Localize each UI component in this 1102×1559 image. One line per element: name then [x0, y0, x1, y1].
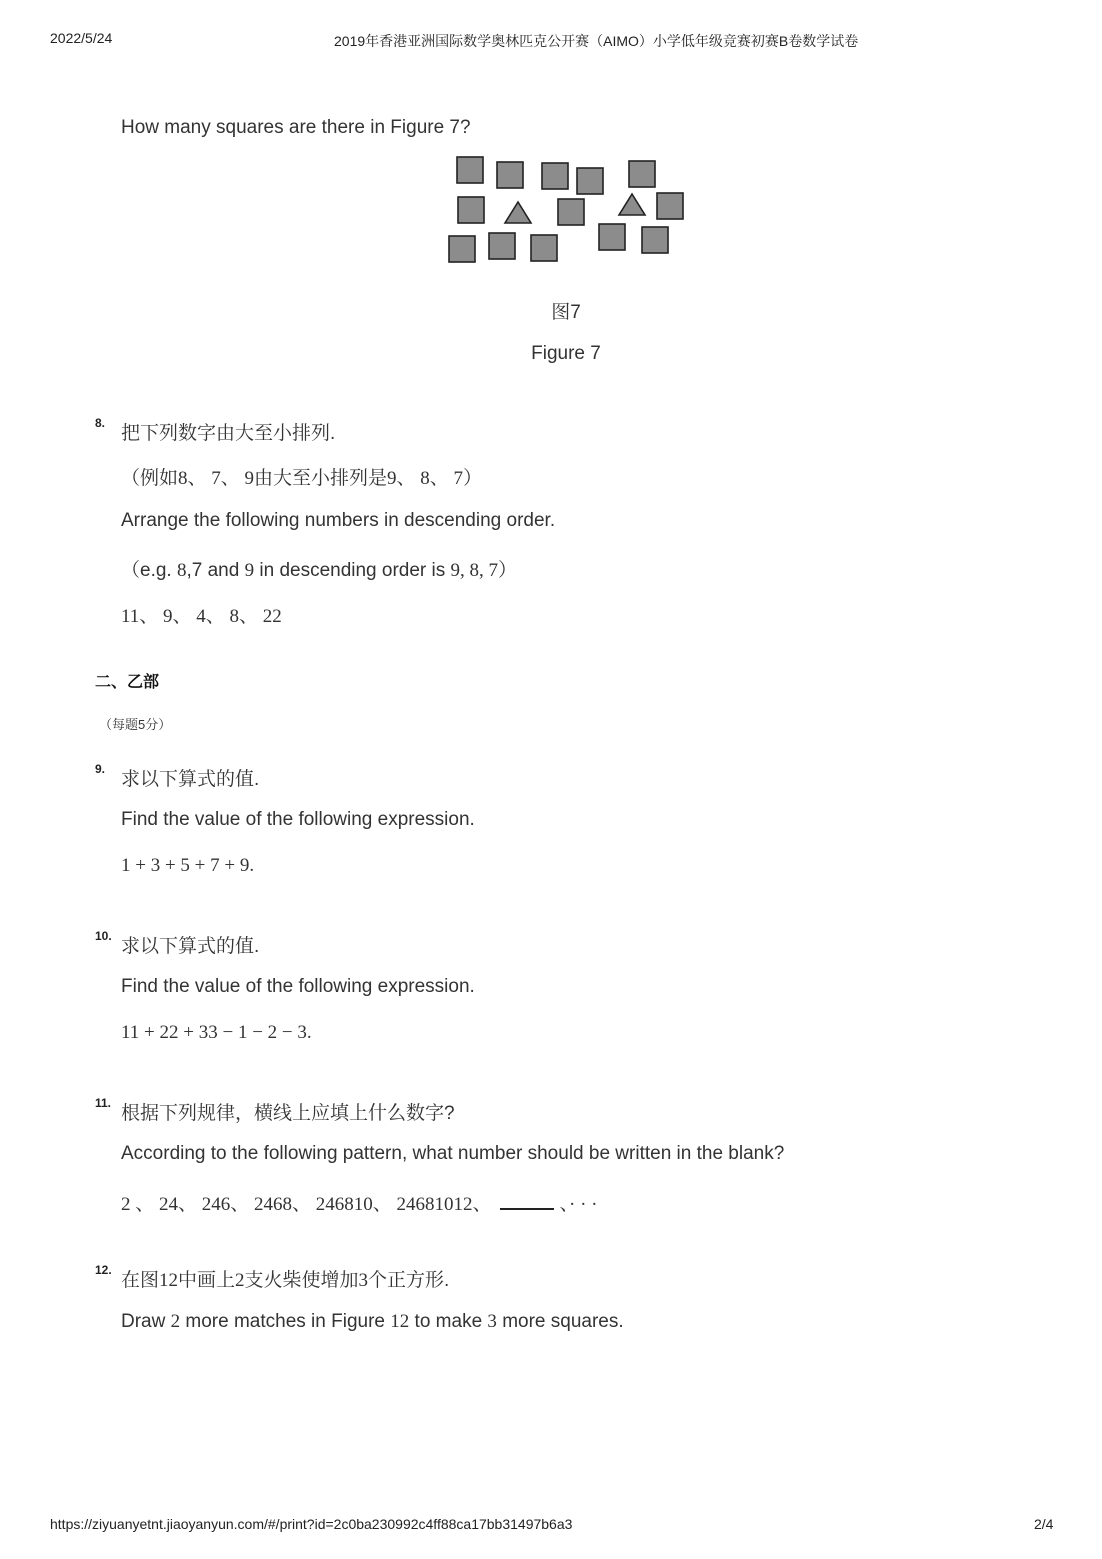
page-title: 2019年香港亚洲国际数学奥林匹克公开赛（AIMO）小学低年级竞赛初赛B卷数学试卷	[334, 33, 859, 49]
figure-square	[577, 168, 603, 194]
figure-square	[457, 157, 483, 183]
q11-sequence: 2 、 24、 246、 2468、 246810、 24681012、 、· · ·	[121, 1194, 598, 1215]
figure-square	[558, 199, 584, 225]
footer-url: https://ziyuanyetnt.jiaoyanyun.com/#/print?id=2c0ba230992c4ff88ca17bb31497b6a3	[50, 1516, 573, 1532]
figure-7-caption-en: Figure 7	[531, 343, 601, 364]
answer-blank	[500, 1206, 554, 1210]
figure-square	[449, 236, 475, 262]
print-date: 2022/5/24	[50, 30, 113, 46]
page-number: 2/4	[1034, 1516, 1054, 1532]
figure-triangle	[619, 194, 645, 215]
figure-square	[458, 197, 484, 223]
q7-question: How many squares are there in Figure 7?	[121, 117, 471, 138]
q8-text-cn: 把下列数字由大至小排列.	[121, 423, 336, 444]
q11-text-en: According to the following pattern, what number should be written in the blank?	[121, 1143, 785, 1164]
q10-expression: 11 + 22 + 33 − 1 − 2 − 3.	[121, 1022, 312, 1043]
figure-square	[629, 161, 655, 187]
q10-text-en: Find the value of the following expression.	[121, 976, 475, 997]
figure-square	[599, 224, 625, 250]
q8-text-en: Arrange the following numbers in descending order.	[121, 510, 556, 531]
q9-text-cn: 求以下算式的值.	[121, 769, 260, 790]
q11-text-cn: 根据下列规律，横线上应填上什么数字?	[121, 1103, 455, 1124]
q9-expression: 1 + 3 + 5 + 7 + 9.	[121, 855, 255, 876]
question-number: 10.	[95, 929, 112, 943]
question-number: 12.	[95, 1263, 112, 1277]
figure-7	[440, 150, 700, 270]
figure-square	[489, 233, 515, 259]
figure-square	[642, 227, 668, 253]
q8-example-en: （e.g. 8,7 and 9 in descending order is 9, 8, 7）	[121, 560, 518, 581]
question-number: 9.	[95, 762, 106, 776]
q8-numbers: 11、 9、 4、 8、 22	[121, 606, 282, 627]
section-title: 二、乙部	[95, 674, 160, 691]
question-number: 8.	[95, 416, 106, 430]
figure-square	[542, 163, 568, 189]
q12-text-en: Draw 2 more matches in Figure 12 to make 3 more squares.	[121, 1311, 624, 1332]
figure-square	[497, 162, 523, 188]
section-note: （每题5分）	[99, 717, 172, 732]
q12-text-cn: 在图12中画上2支火柴使增加3个正方形.	[121, 1270, 450, 1291]
q8-example-cn: （例如8、 7、 9由大至小排列是9、 8、 7）	[121, 468, 483, 489]
figure-triangle	[505, 202, 531, 223]
figure-square	[657, 193, 683, 219]
figure-square	[531, 235, 557, 261]
q10-text-cn: 求以下算式的值.	[121, 936, 260, 957]
question-number: 11.	[95, 1096, 112, 1110]
q9-text-en: Find the value of the following expression.	[121, 809, 475, 830]
figure-7-caption-cn: 图7	[551, 302, 581, 323]
